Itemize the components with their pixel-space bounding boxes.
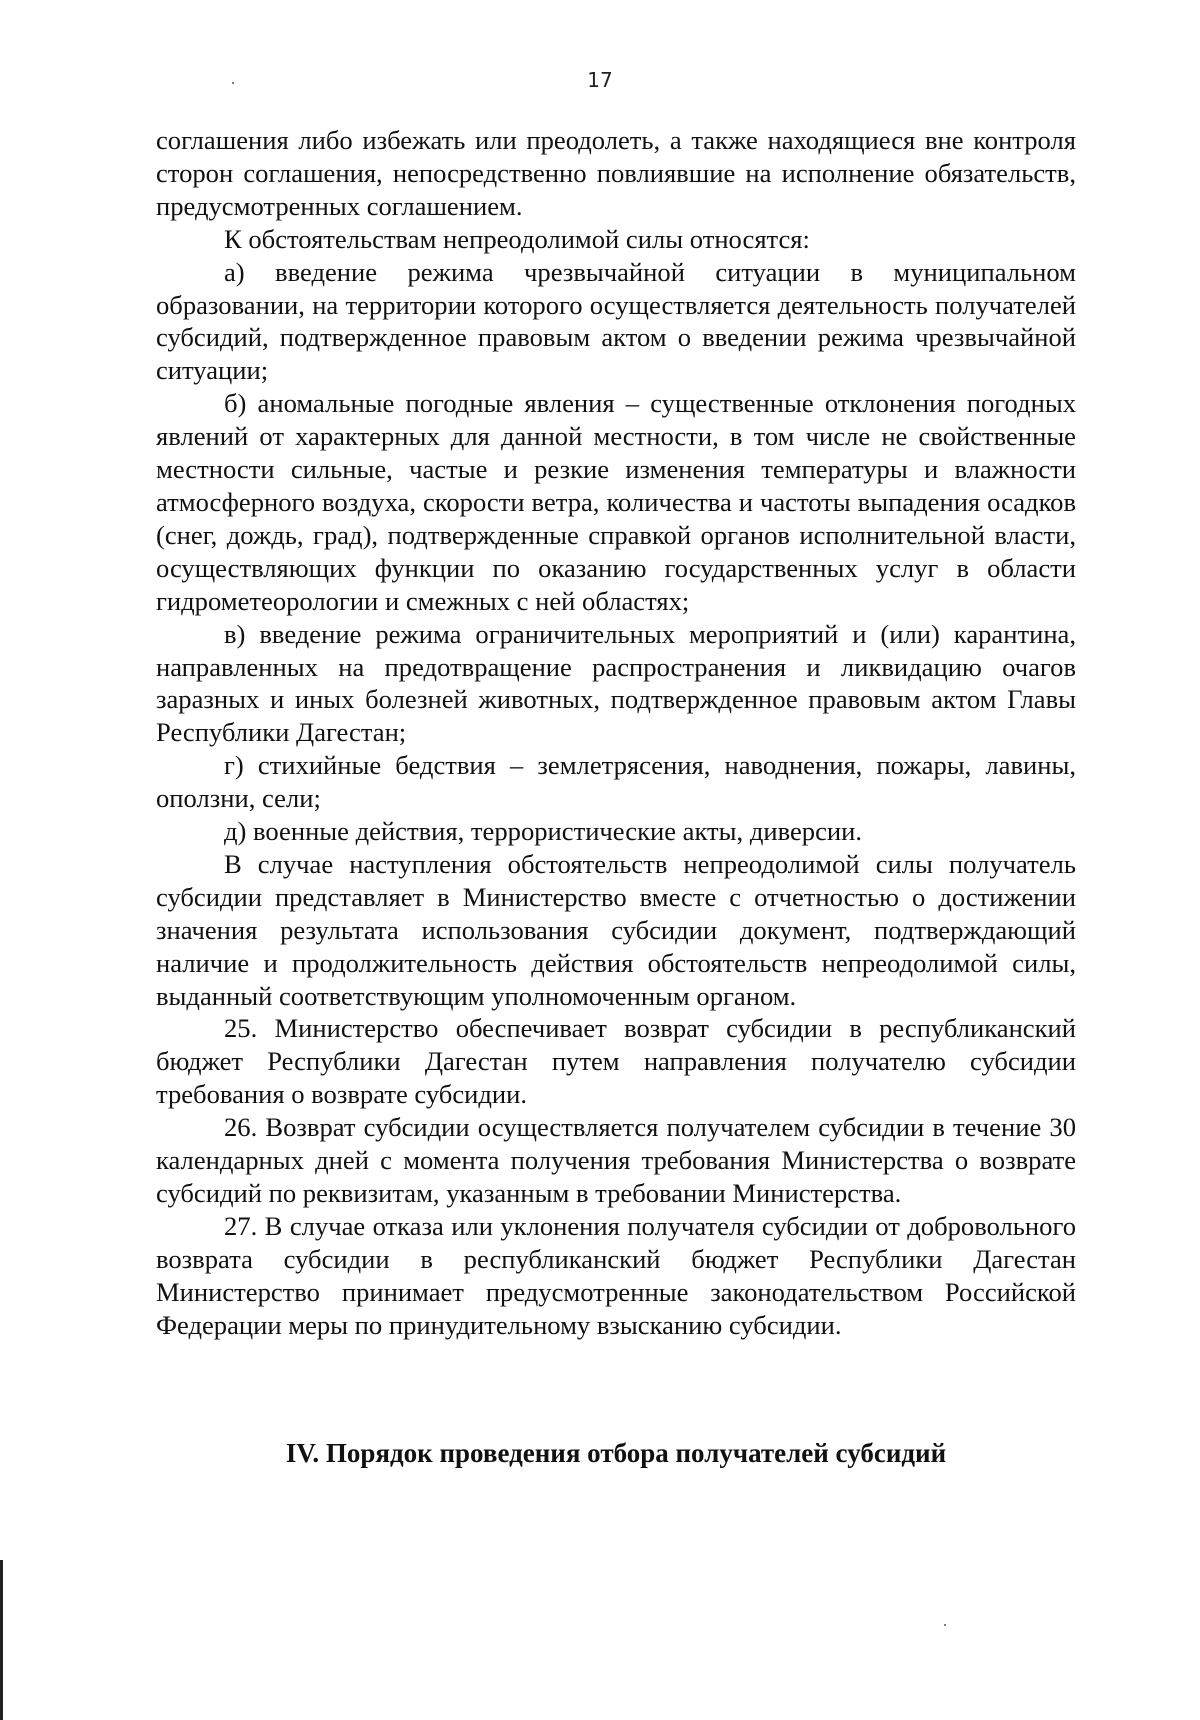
paragraph-item-b: б) аномальные погодные явления – существенные отклонения погодных явлений от характерных для данной местности, в том числе не свойственные местности сильные, частые и резкие изменения температуры и влажности атмосферного воздуха, скорости ветра, количества и частоты выпадения осадков (снег, дождь, град), подтвержденные справкой органов исполнительной власти, осуществляющих функции по оказанию государственных услуг в области гидрометеорологии и смежных с ней областях; — [156, 388, 1076, 616]
scan-speck — [944, 1624, 946, 1626]
paragraph-clause-26: 26. Возврат субсидии осуществляется получателем субсидии в течение 30 календарных дней с момента получения требования Министерства о возврате субсидий по реквизитам, указанным в требовании Министерства. — [156, 1112, 1076, 1208]
paragraph-item-v: в) введение режима ограничительных мероприятий и (или) карантина, направленных на предотвращение распространения и ликвидацию очагов заразных и иных болезней животных, подтвержденное правовым актом Главы Республики Дагестан; — [156, 618, 1076, 748]
paragraph-item-d: д) военные действия, террористические акты, диверсии. — [224, 816, 863, 847]
paragraph-force-majeure-intro: К обстоятельствам непреодолимой силы относятся: — [224, 223, 810, 254]
document-body — [156, 124, 1076, 1342]
paragraph-clause-27: 27. В случае отказа или уклонения получателя субсидии от добровольного возврата субсидии в республиканский бюджет Республики Дагестан Министерство принимает предусмотренные законодательством Российской Федерации меры по принудительному взысканию субсидии. — [156, 1210, 1076, 1340]
scan-edge-artifact — [0, 1560, 3, 1720]
paragraph-clause-25: 25. Министерство обеспечивает возврат субсидии в республиканский бюджет Республики Дагестан путем направления получателю субсидии требования о возврате субсидии. — [156, 1013, 1076, 1110]
page-number: 17 — [587, 68, 613, 92]
paragraph-continuation: соглашения либо избежать или преодолеть, а также находящиеся вне контроля сторон соглашения, непосредственно повлиявшие на исполнение обязательств, предусмотренных соглашением. — [156, 125, 1076, 221]
section-heading: IV. Порядок проведения отбора получателей субсидий — [285, 1438, 947, 1468]
paragraph-item-a: а) введение режима чрезвычайной ситуации в муниципальном образовании, на территории которого осуществляется деятельность получателей субсидий, подтвержденное правовым актом о введении режима чрезвычайной ситуации; — [156, 256, 1076, 386]
paragraph-item-g: г) стихийные бедствия – землетрясения, наводнения, пожары, лавины, оползни, сели; — [156, 750, 1076, 814]
paragraph-force-majeure-documents: В случае наступления обстоятельств непреодолимой силы получатель субсидии представляет в Министерство вместе с отчетностью о достижении значения результата использования субсидии документ, подтверждающий наличие и продолжительность действия обстоятельств непреодолимой силы, выданный соответствующим уполномоченным органом. — [156, 848, 1076, 1011]
